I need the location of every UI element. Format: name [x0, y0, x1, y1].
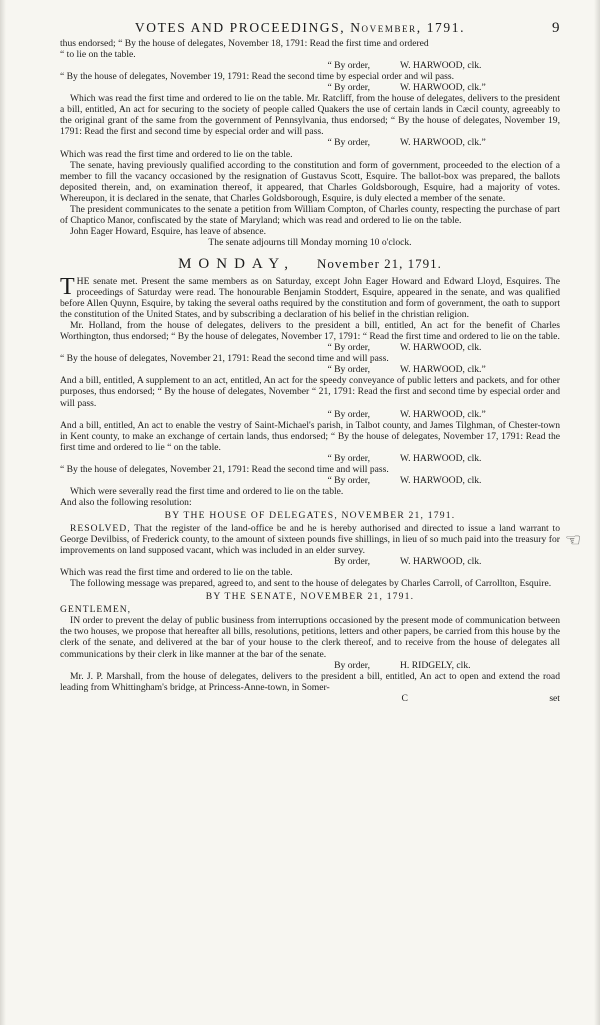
page-edge-left — [0, 0, 6, 1025]
resolution-text: That the register of the land-office be and he is hereby authorised and directed to issue a land warrant to George Devilbiss, of Frederick county, to the amount of sixteen pounds five shillings, in lieu of so much paid into the treasury for improvements on land supposed vacant, which was included in an elder survey. — [60, 523, 560, 557]
page-footer — [60, 693, 560, 704]
resolution-paragraph — [60, 523, 560, 556]
page-edge-right — [594, 0, 600, 1025]
drop-cap: T — [60, 273, 75, 300]
paragraph: And also the following resolution: — [60, 496, 192, 508]
day-name: MONDAY, — [178, 255, 296, 272]
order-signature: “ By order, W. HARWOOD, clk.” — [327, 137, 486, 149]
order-signature: “ By order, W. HARWOOD, clk.” — [327, 82, 486, 94]
paragraph: The following message was prepared, agreed to, and sent to the house of delegates by Charles Carroll, of Carrollton, Esquire. — [70, 578, 552, 590]
paragraph: And a bill, entitled, An act to enable the vestry of Saint-Michael's parish, in Talbot county, and James Tilghman, of Chester-town in Kent county, to make an exchange of certain lands, thus endorsed; “ By the house of delegates, November 17, 1791: Read the first time and ordered to lie “ on the table. — [60, 419, 560, 453]
header-title: VOTES AND PROCEEDINGS, November, 1791. — [134, 20, 466, 35]
order-signature: “ By order, W. HARWOOD, clk.” — [327, 364, 486, 376]
paragraph: Which were severally read the first time and ordered to lie on the table. — [70, 485, 344, 497]
order-signature: “ By order, W. HARWOOD, clk. — [327, 474, 482, 486]
paragraph: Which was read the first time and ordered to lie on the table. Mr. Ratcliff, from the house of delegates, delivers to the president a bill, entitled, An act for securing to the society of people called Quakers the use of certain lands in Cæcil county, agreeably to the original grant of the same from the government of Pennsylvania, thus endorsed; “ By the house of delegates, November 19, 1791: Read the first and second time by especial order and will pass. — [60, 93, 560, 138]
paragraph: The senate, having previously qualified according to the constitution and form of government, proceeded to the election of a member to fill the vacancy occasioned by the resignation of Gustavus Scott, Esquire. The ballot-box was prepared, the ballots deposited therein, and, on examination thereof, it appeared, that Charles Goldsborough, Esquire, had a majority of votes. Whereupon, it is declared in the senate, that Charles Goldsborough, Esquire, is duly elected a member of the senate. — [60, 159, 560, 204]
catchword: set — [549, 692, 560, 704]
order-signature: “ By order, W. HARWOOD, clk. — [327, 342, 482, 354]
senate-heading: BY THE SENATE, NOVEMBER 21, 1791. — [205, 591, 415, 603]
paragraph: Which was read the first time and ordered to lie on the table. — [60, 148, 293, 160]
paragraph: Which was read the first time and ordered to lie on the table. — [60, 567, 293, 579]
resolved-word: RESOLVED, — [70, 523, 131, 535]
manicule-icon: ☜ — [565, 530, 582, 550]
paragraph: John Eager Howard, Esquire, has leave of absence. — [70, 225, 267, 237]
paragraph: HE senate met. Present the same members as on Saturday, except John Eager Howard and Edward Lloyd, Esquires. The proceedings of Saturday were read. The honourable Benjamin Stoddert, Esquire, appeared in the senate, and was qualified before Allen Quynn, Esquire, by taking the several oaths required by the constitution and form of government, the oath to support the constitution of the United States, and by subscribing a declaration of his belief in the christian religion. — [60, 275, 560, 321]
text-line: thus endorsed; “ By the house of delegates, November 18, 1791: Read the first time and ordered — [60, 38, 429, 50]
text-line: “ By the house of delegates, November 21, 1791: Read the second time and will pass. — [60, 463, 389, 475]
paragraph: IN order to prevent the delay of public business from interruptions occasioned by the present mode of communication between the two houses, we propose that hereafter all bills, resolutions, petitions, letters and other papers, be carried from this house by the clerk of the senate, and delivered at the bar of your house to the clerk thereof, and to receive from the house of delegates all communications by their clerk in like manner at the bar of the senate. — [60, 615, 560, 660]
paragraph: Mr. Holland, from the house of delegates, delivers to the president a bill, entitled, An act for the benefit of Charles Worthington, thus endorsed; “ By the house of delegates, November 17, 1791: “ Read the first time and ordered to lie on the table. — [60, 320, 560, 343]
text-line: “ to lie on the table. — [60, 49, 136, 61]
opening-paragraph — [60, 273, 560, 321]
order-signature: “ By order, W. HARWOOD, clk. — [327, 452, 482, 464]
order-signature: By order, H. RIDGELY, clk. — [334, 659, 471, 671]
paragraph: The president communicates to the senate a petition from William Compton, of Charles county, respecting the purchase of part of Chaptico Manor, confiscated by the state of Maryland; which was read and ordered to lie on the table. — [60, 203, 560, 226]
order-signature: By order, W. HARWOOD, clk. — [334, 556, 482, 568]
document-page — [60, 22, 560, 704]
paragraph: And a bill, entitled, A supplement to an act, entitled, An act for the speedy conveyance of public letters and packets, and for other purposes, thus endorsed; “ By the house of delegates, November “ 21, 1791: Read the first and second time by especial order and will pass. — [60, 375, 560, 409]
order-signature: “ By order, W. HARWOOD, clk. — [327, 60, 482, 72]
text-line: “ By the house of delegates, November 21, 1791: Read the second time and will pass. — [60, 353, 389, 365]
day-heading — [60, 255, 560, 272]
salutation: GENTLEMEN, — [60, 604, 132, 616]
order-signature: “ By order, W. HARWOOD, clk.” — [327, 408, 486, 420]
signature-mark: C — [401, 692, 408, 704]
text-line: “ By the house of delegates, November 19, 1791: Read the second time by especial order and wil pass. — [60, 71, 455, 83]
paragraph: The senate adjourns till Monday morning 10 o'clock. — [208, 236, 412, 248]
running-header — [60, 22, 560, 34]
day-date: November 21, 1791. — [317, 255, 442, 271]
paragraph: Mr. J. P. Marshall, from the house of delegates, delivers to the president a bill, entitled, An act to open and extend the road leading from Whittingham's bridge, at Princess-Anne-town, in Somer- — [60, 670, 560, 693]
page-number: 9 — [552, 20, 560, 36]
house-heading: BY THE HOUSE OF DELEGATES, NOVEMBER 21, 1791. — [164, 509, 456, 521]
